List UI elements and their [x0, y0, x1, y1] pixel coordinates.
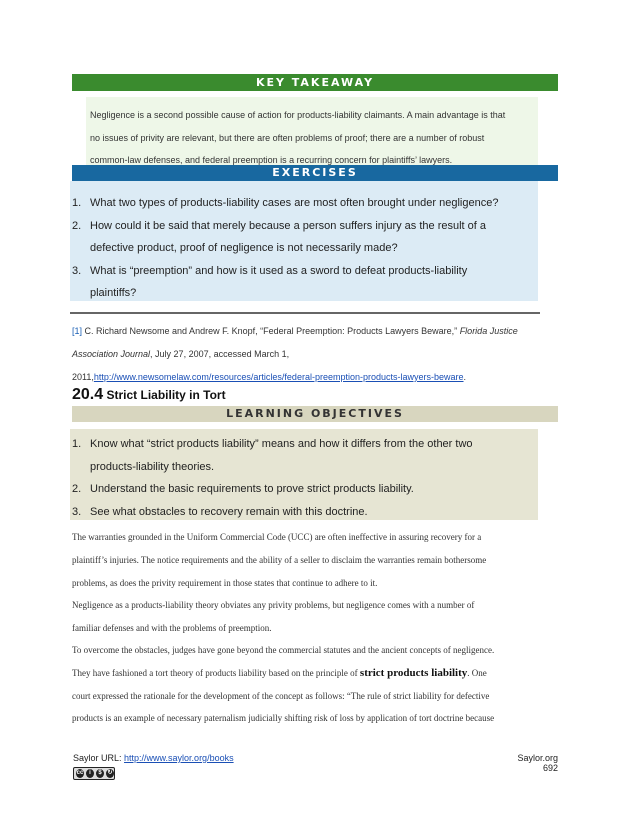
objective-item [72, 501, 538, 524]
footer-url [73, 753, 234, 763]
by-icon: i [86, 769, 94, 778]
list-number: 3. [72, 505, 82, 518]
body-line: familiar defenses and with the problems of preemption. [72, 622, 272, 633]
body-line: The warranties grounded in the Uniform Commercial Code (UCC) are often ineffective in assuring recovery for a [72, 532, 482, 542]
section-title [72, 386, 226, 404]
objective-text: See what obstacles to recovery remain with this doctrine. [90, 505, 368, 518]
exercise-item [72, 260, 538, 305]
footer-link[interactable]: http://www.saylor.org/books [124, 753, 234, 763]
cc-license-badge[interactable] [73, 767, 115, 780]
body-paragraph-3 [72, 639, 562, 730]
exercises-heading: EXERCISES [72, 165, 558, 181]
section-name: Strict Liability in Tort [103, 388, 226, 402]
list-number: 3. [72, 264, 82, 277]
exercise-item [72, 192, 538, 215]
page-number: 692 [542, 763, 558, 773]
body-paragraph-1 [72, 526, 562, 594]
exercise-text: What is “preemption” and how is it used as a sword to defeat products-liability [90, 264, 468, 277]
list-number: 2. [72, 219, 82, 232]
footnote-text: . [463, 372, 467, 382]
body-line: Negligence as a products-liability theory obviates any privity problems, but negligence comes with a number of [72, 600, 475, 610]
footer-site: Saylor.org [517, 753, 558, 763]
list-number: 1. [72, 438, 82, 450]
divider [70, 312, 540, 314]
body-text: They have fashioned a tort theory of products liability based on the principle of [72, 667, 360, 678]
footer-right [517, 753, 558, 773]
exercise-text: How could it be said that merely because a person suffers injury as the result of a [90, 219, 487, 232]
footnote-link[interactable]: http://www.newsomelaw.com/resources/articles/federal-preemption-products-lawyers-beware [93, 372, 464, 382]
sa-icon: ↻ [107, 770, 113, 776]
section-number: 20.4 [72, 386, 104, 403]
nc-icon: $ [96, 769, 104, 778]
body-line: problems, as does the privity requirement in those states that continue to adhere to it. [72, 577, 378, 588]
footer-label: Saylor URL: [73, 753, 125, 763]
body-paragraph-2 [72, 594, 562, 640]
objective-text: products-liability theories. [90, 460, 215, 473]
body-line: products is an example of necessary paternalism judicially shifting risk of loss by application of tort doctrine because [72, 713, 495, 724]
objective-text: Understand the basic requirements to prove strict products liability. [90, 483, 414, 496]
footnote-journal: Association Journal [72, 349, 151, 359]
body-line: plaintiff’s injuries. The notice requirements and the ability of a seller to disclaim the warranties remain bothersome [72, 554, 487, 565]
cc-icon: cc [76, 770, 84, 776]
body-line: court expressed the rationale for the development of the concept as follows: “The rule of strict liability for defective [72, 690, 490, 701]
body-line [72, 662, 562, 685]
bold-term: strict products liability [359, 666, 468, 679]
footnote-text: , July 27, 2007, accessed March 1, [150, 349, 290, 359]
objective-item [72, 478, 538, 501]
exercises-list [72, 192, 538, 305]
exercise-item [72, 215, 538, 260]
key-takeaway-line: common-law defenses, and federal preemption is a recurring concern for plaintiffs’ lawyers. [90, 155, 453, 165]
list-number: 1. [72, 197, 82, 209]
key-takeaway-heading: KEY TAKEAWAY [72, 74, 558, 91]
body-text: . One [467, 667, 487, 678]
key-takeaway-line: Negligence is a second possible cause of action for products-liability claimants. A main advantage is that [90, 110, 506, 120]
body-line: To overcome the obstacles, judges have gone beyond the commercial statutes and the ancient concepts of negligence. [72, 645, 495, 655]
exercise-text: plaintiffs? [90, 287, 137, 300]
learning-objectives-list [72, 433, 538, 523]
footnote-journal: Florida Justice [459, 326, 518, 336]
footnote-marker[interactable]: [1] [72, 326, 83, 336]
learning-objectives-heading: LEARNING OBJECTIVES [72, 406, 558, 422]
footnote [72, 320, 542, 343]
footnote-text: 2011, [72, 372, 94, 382]
key-takeaway-text [90, 104, 530, 172]
objective-text: Know what “strict products liability” means and how it differs from the other two [90, 438, 473, 450]
exercise-text: defective product, proof of negligence is not necessarily made? [90, 242, 398, 255]
footnote-line-2 [72, 343, 542, 366]
objective-item [72, 433, 538, 478]
key-takeaway-line: no issues of privity are relevant, but there are often problems of proof; there are a number of robust [90, 132, 485, 143]
footnote-text: C. Richard Newsome and Andrew F. Knopf, “Federal Preemption: Products Lawyers Beware,” [82, 326, 460, 336]
exercise-text: What two types of products-liability cases are most often brought under negligence? [90, 197, 499, 209]
list-number: 2. [72, 483, 82, 496]
